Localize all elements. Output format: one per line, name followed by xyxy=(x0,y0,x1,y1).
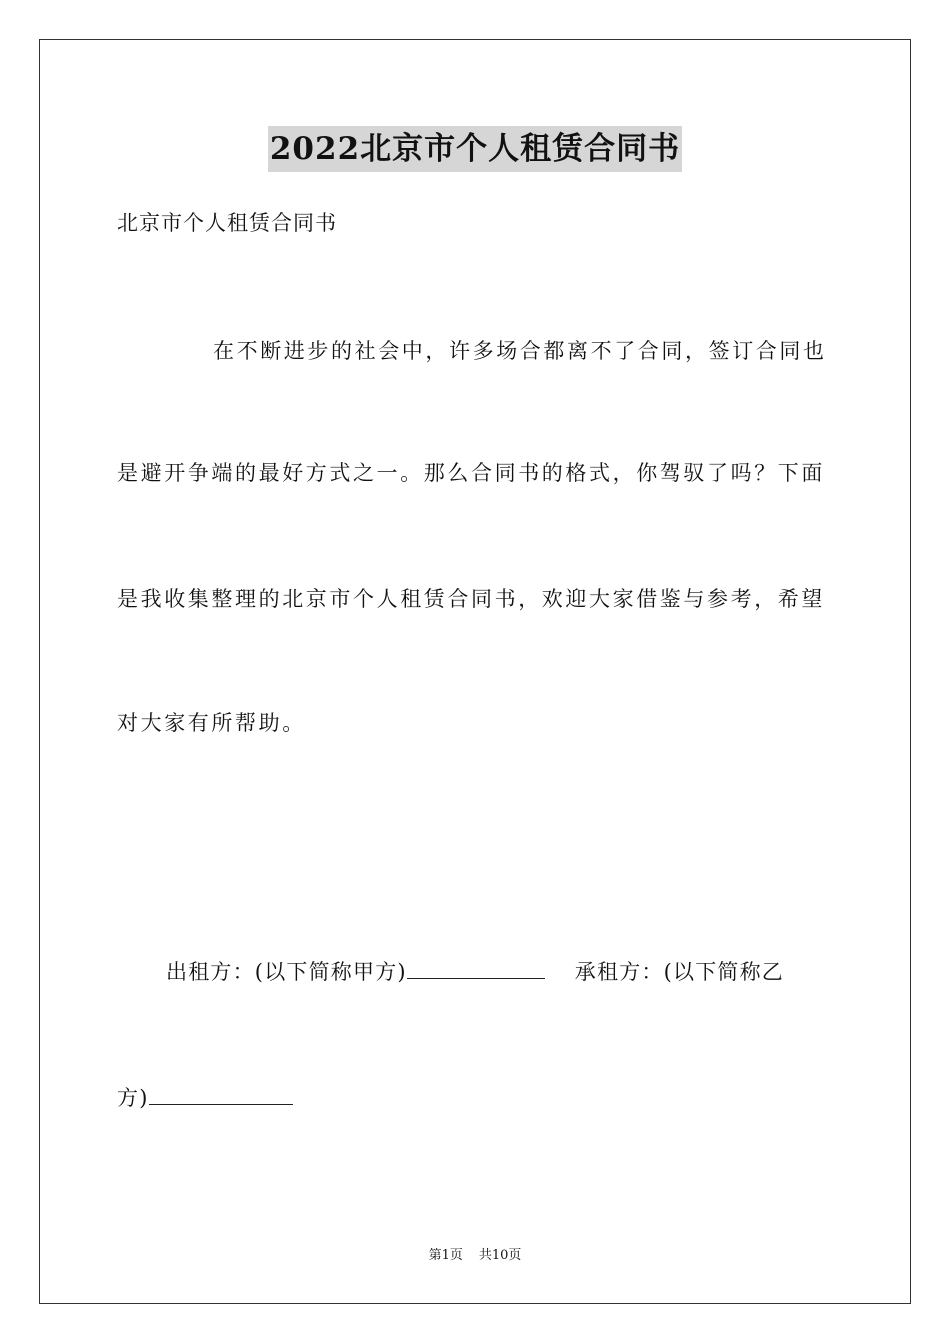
parties-line-cont xyxy=(117,1082,293,1113)
page-footer xyxy=(0,1247,950,1265)
paragraph-line-4: 对大家有所帮助。 xyxy=(117,711,306,735)
lessee-blank-field xyxy=(149,1082,293,1105)
paragraph-line-2: 是避开争端的最好方式之一。那么合同书的格式，你驾驭了吗？下面 xyxy=(117,461,825,485)
paragraph-line-3: 是我收集整理的北京市个人租赁合同书，欢迎大家借鉴与参考，希望 xyxy=(117,587,825,611)
page-total: 共10页 xyxy=(478,1248,522,1263)
title-wrap xyxy=(0,126,950,172)
lessor-label: 出租方：(以下简称甲方) xyxy=(166,960,407,984)
document-subtitle: 北京市个人租赁合同书 xyxy=(117,211,337,235)
page-current: 第1页 xyxy=(428,1248,463,1263)
document-title: 2022北京市个人租赁合同书 xyxy=(268,126,682,172)
lessor-blank-field xyxy=(407,956,545,979)
paragraph-line-1: 在不断进步的社会中，许多场合都离不了合同，签订合同也 xyxy=(213,339,827,363)
parties-line xyxy=(166,956,784,987)
lessee-label-cont: 方) xyxy=(117,1086,149,1110)
lessee-label: 承租方：(以下简称乙 xyxy=(574,960,784,984)
